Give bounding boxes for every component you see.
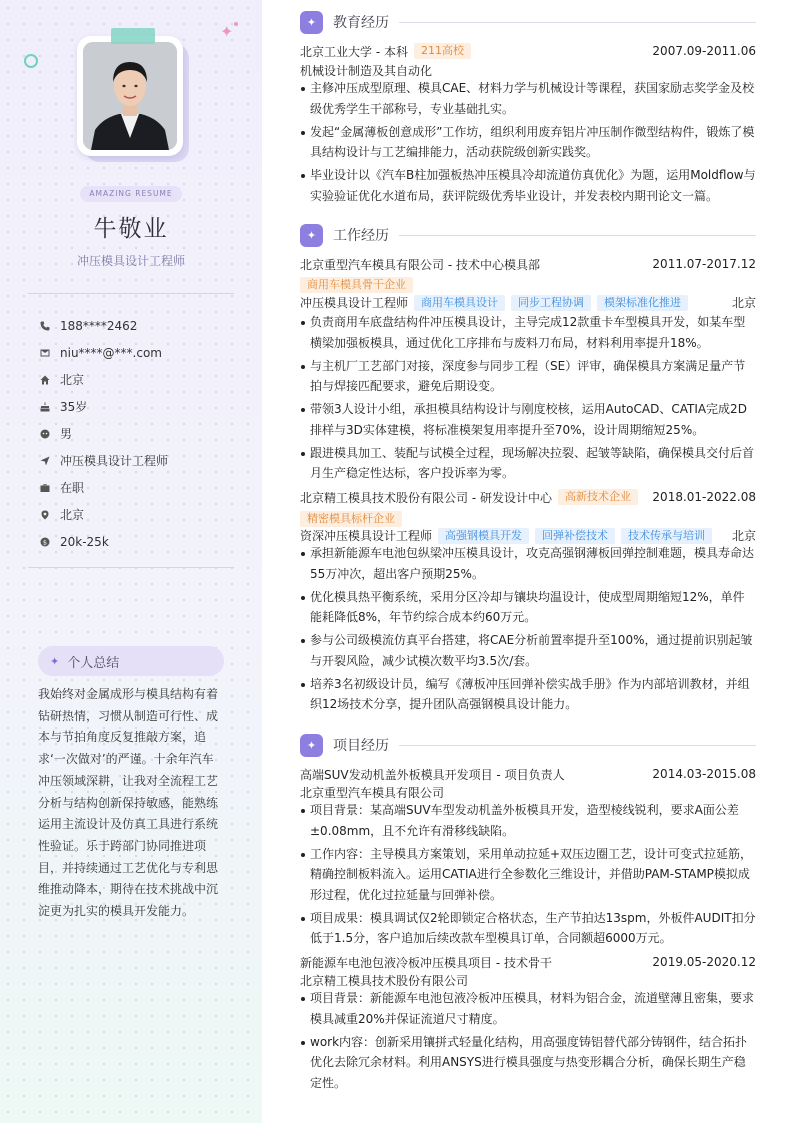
summary-text: 我始终对金属成形与模具结构有着钻研热情，习惯从制造可行性、成本与节拍角度反复推敲方案，追求‘一次做对’的严谨。十余年汽车冲压领域深耕，让我对全流程工艺分析与结构创新保持敏感，能熟练运用主流设计及仿真工具进行系统性验证。乐于跨部门协同推进项目，并持续通过工艺优化与专利思维推动降本，期待在技术挑战中沉淀更为扎实的模具开发能力。 [38, 687, 219, 919]
info-home: 北京 [40, 366, 240, 393]
role-row [300, 527, 756, 544]
list-item: work内容：创新采用镶拼式轻量化结构，用高强度铸铝替代部分铸钢件，结合拓扑优化去除冗余材料。利用ANSYS进行模具强度与热变形耦合分析，确保长期生产稳定性。 [300, 1032, 756, 1094]
divider [28, 567, 234, 568]
home-icon [40, 375, 60, 385]
skill-tag: 商用车模具设计 [414, 295, 505, 311]
candidate-title: 冲压模具设计工程师 [76, 254, 185, 268]
job-bullets [300, 543, 756, 717]
job-city: 北京 [731, 296, 756, 310]
education-header-row [300, 42, 756, 60]
profile-photo [83, 42, 177, 150]
sparkle-icon: ✦ [300, 224, 323, 247]
role-row [300, 294, 756, 311]
photo-tape [111, 28, 155, 44]
job-date: 2011.07-2017.12 [652, 257, 756, 271]
list-item: 负责商用车底盘结构件冲压模具设计，主导完成12款重卡车型模具开发，如某车型横梁加强板模具，通过优化工序排布与废料刀布局，材料利用率提升18%。 [300, 312, 756, 353]
sparkle-icon: ✦ [50, 654, 60, 668]
project-header-row [300, 953, 756, 971]
sparkle-icon: ✦ [220, 22, 234, 41]
send-icon [40, 456, 60, 466]
list-item: 带领3人设计小组，承担模具结构设计与刚度校核，运用AutoCAD、CATIA完成2D排样与3D实体建模，将标准模架复用率提升至70%，设计周期缩短25%。 [300, 399, 756, 440]
list-item: 主修冲压成型原理、模具CAE、材料力学与机械设计等课程，获国家励志奖学金及校级优秀学生干部称号，专业基础扎实。 [300, 78, 756, 119]
company-tag: 精密模具标杆企业 [300, 511, 402, 527]
job-header-row [300, 255, 756, 273]
mail-icon [40, 348, 60, 358]
project-company-row [300, 971, 756, 989]
school-tag: 211高校 [414, 43, 471, 59]
skill-tag: 模架标准化推进 [597, 295, 688, 311]
info-salary: $ 20k-25k [40, 528, 240, 555]
company-name: 北京精工模具技术股份有限公司 - 研发设计中心 [300, 490, 552, 505]
skill-tag: 高强钢模具开发 [438, 528, 529, 544]
list-item: 与主机厂工艺部门对接，深度参与同步工程（SE）评审，确保模具方案满足量产节拍与焊接匹配要求，避免后期设变。 [300, 356, 756, 397]
divider [28, 293, 234, 294]
info-phone: 188****2462 [40, 312, 240, 339]
personal-info-list [40, 312, 240, 555]
list-item: 优化模具热平衡系统，采用分区冷却与镶块均温设计，使成型周期缩短12%，单件能耗降低8%，年节约综合成本约60万元。 [300, 587, 756, 628]
info-status: 在职 [40, 474, 240, 501]
decorative-ring [24, 54, 38, 68]
project-company-row [300, 783, 756, 801]
education-date: 2007.09-2011.06 [652, 44, 756, 58]
project-date: 2014.03-2015.08 [652, 767, 756, 781]
list-item: 工作内容：主导模具方案策划，采用单动拉延+双压边圈工艺，设计可变式拉延筋，精确控制板料流入。运用CATIA进行全参数化三维设计，并借助PAM-STAMP模拟成形过程，优化过拉延量与回弹补偿。 [300, 844, 756, 906]
info-age: 35岁 [40, 393, 240, 420]
company-tag: 商用车模具骨干企业 [300, 277, 413, 293]
info-gender: 男 [40, 420, 240, 447]
project-bullets [300, 800, 756, 951]
project-name: 新能源车电池包液冷板冲压模具项目 - 技术骨干 [300, 955, 552, 970]
project-date: 2019.05-2020.12 [652, 955, 756, 969]
project-name: 高端SUV发动机盖外板模具开发项目 - 项目负责人 [300, 767, 565, 782]
briefcase-icon [40, 483, 60, 493]
project-header-row [300, 765, 756, 783]
info-position: 冲压模具设计工程师 [40, 447, 240, 474]
list-item: 发起“金属薄板创意成形”工作坊，组织利用废弃铝片冲压制作微型结构件，锻炼了模具结构设计与工艺编排能力，活动获院级创新实践奖。 [300, 122, 756, 163]
list-item: 跟进模具加工、装配与试模全过程，现场解决拉裂、起皱等缺陷，确保模具交付后首月生产稳定性达标，客户投诉率为零。 [300, 443, 756, 484]
candidate-name: 牛敬业 [93, 216, 169, 242]
decorative-dot [234, 22, 238, 26]
list-item: 承担新能源车电池包纵梁冲压模具设计，攻克高强钢薄板回弹控制难题，模具寿命达55万冲次，超出客户预期25%。 [300, 543, 756, 584]
skill-tag: 同步工程协调 [511, 295, 591, 311]
list-item: 参与公司级模流仿真平台搭建，将CAE分析前置率提升至100%，通过提前识别起皱与开裂风险，减少试模次数平均3.5次/套。 [300, 630, 756, 671]
list-item: 毕业设计以《汽车B柱加强板热冲压模具冷却流道仿真优化》为题，运用Moldflow与实验验证优化水道布局，获评院级优秀毕业设计，并发表校内期刊论文一篇。 [300, 165, 756, 206]
education-bullets [300, 78, 756, 209]
list-item: 项目背景：新能源车电池包液冷板冲压模具，材料为铝合金，流道壁薄且密集，要求模具减重20%并保证流道尺寸精度。 [300, 988, 756, 1029]
list-item: 培养3名初级设计员，编写《薄板冲压回弹补偿实战手册》作为内部培训教材，并组织12场技术分享，提升团队高强钢模具设计能力。 [300, 674, 756, 715]
cake-icon [40, 402, 60, 412]
project-company: 北京精工模具技术股份有限公司 [300, 973, 469, 988]
profile-photo-frame [77, 36, 187, 160]
job-date: 2018.01-2022.08 [652, 490, 756, 504]
job-role: 资深冲压模具设计工程师 [300, 529, 433, 543]
list-item: 项目成果：模具调试仅2轮即锁定合格状态，生产节拍达13spm，外板件AUDIT扣分低于1.5分，客户追加后续改款车型模具订单，合同额超6000万元。 [300, 908, 756, 949]
education-section-header: ✦ 教育经历 [300, 10, 756, 34]
summary-header: ✦ 个人总结 [38, 646, 224, 676]
company-tag: 高新技术企业 [558, 489, 638, 505]
work-section-header: ✦ 工作经历 [300, 223, 756, 247]
major: 机械设计制造及其自动化 [300, 63, 433, 78]
school-name: 北京工业大学 - 本科 [300, 44, 408, 59]
sidebar [0, 0, 262, 1123]
salary-icon [40, 537, 60, 547]
gender-icon [40, 429, 60, 439]
phone-icon [40, 321, 60, 331]
project-bullets [300, 988, 756, 1096]
job-role: 冲压模具设计工程师 [300, 296, 409, 310]
skill-tag: 回弹补偿技术 [535, 528, 615, 544]
company-tags-row [300, 276, 756, 293]
job-bullets [300, 312, 756, 486]
location-pin-icon [40, 510, 60, 520]
info-location: 北京 [40, 501, 240, 528]
svg-text:$: $ [42, 537, 48, 546]
resume-badge: AMAZING RESUME [80, 186, 182, 202]
skill-tag: 技术传承与培训 [621, 528, 712, 544]
project-company: 北京重型汽车模具有限公司 [300, 785, 445, 800]
education-major-row [300, 61, 756, 79]
info-email: niu****@***.com [40, 339, 240, 366]
company-tags-row [300, 510, 756, 527]
job-city: 北京 [731, 529, 756, 543]
project-section-header: ✦ 项目经历 [300, 733, 756, 757]
list-item: 项目背景：某高端SUV车型发动机盖外板模具开发，造型棱线锐利，要求A面公差±0.08mm，且不允许有滑移线缺陷。 [300, 800, 756, 841]
sparkle-icon: ✦ [300, 734, 323, 757]
company-name: 北京重型汽车模具有限公司 - 技术中心模具部 [300, 257, 540, 272]
job-header-row [300, 488, 756, 506]
sparkle-icon: ✦ [300, 11, 323, 34]
